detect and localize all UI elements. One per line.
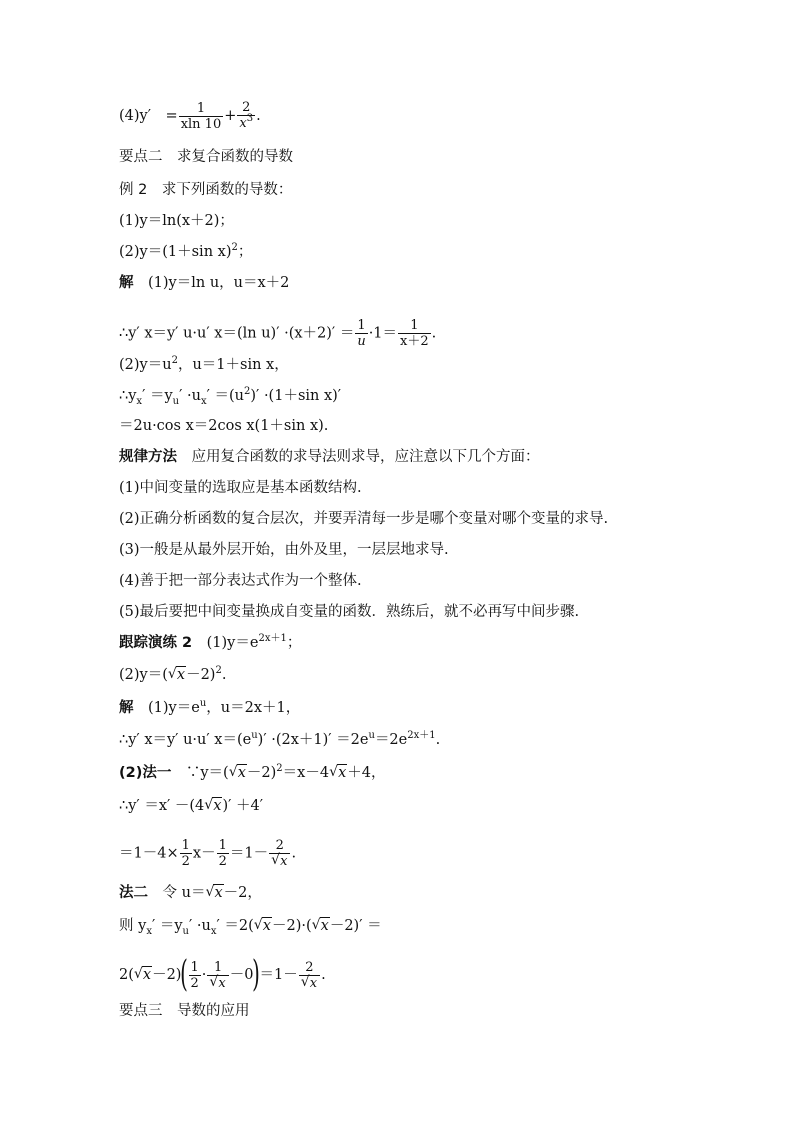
method-1-label: (2)法一 [119,765,172,781]
practice-question-2: (2)y＝( √ x－2)$^2$. [119,665,227,683]
example-2: 例 2 求下列函数的导数： [119,182,293,198]
fraction: $\frac{1}{x+2}$ [400,318,429,349]
practice-label: 跟踪演练 2 [119,635,193,651]
section-heading-3: 要点三 导数的应用 [119,1003,250,1019]
method-label: 规律方法 [119,449,177,465]
fraction: $\frac{1}{2}$ [218,838,227,869]
solution-2-method-2: 法二 令 u＝ √ x－2， [119,884,262,901]
solution-1-line-5: ＝2u·cos x＝2cos x(1＋sin x). [119,418,329,434]
sqrt: √ x [271,852,288,869]
fraction: 2 √ x [299,960,320,991]
solution-1-line-4: $\therefore y_x' =y_u' \cdot u_x' =(u^2)' \cdot(1+\sin$ x)′ [119,386,342,407]
right-paren: ) [252,954,261,995]
sqrt: √ x [300,973,318,991]
sqrt: √ x [167,666,186,683]
method-item: (3)一般是从最外层开始，由外及里，一层层地求导. [119,542,449,558]
equation-lhs: (4)y′ = [119,108,178,124]
solution-label: 解 [119,700,134,716]
sqrt: √ x [253,917,271,934]
solution-1-line-2: ∴y′ x＝y′ u·u′ x＝(ln u)′ ·(x＋2)′ ＝ $\frac{1}{u}$ ·1＝ $\frac{1}{x+2}$ . [119,318,437,349]
fraction: 1 √ x [207,960,228,991]
method-summary: 规律方法 应用复合函数的求导法则求导，应注意以下几个方面： [119,449,540,465]
fraction: $\frac{1}{2}$ [181,838,190,869]
solution-1-line-1: 解 (1)y＝ln u，u＝x＋2 [119,275,290,291]
sqrt: √ x [311,917,329,934]
example-question-1: (1)y＝ln(x＋2)； [119,213,234,229]
method-item: (2)正确分析函数的复合层次，并要弄清每一步是哪个变量对哪个变量的求导. [119,511,609,527]
answer-line-4: (4)y′ = $\frac{1}{xln 10}$ + $\frac{2}{x^3}$ . [119,100,261,132]
solution-label: 解 [119,275,134,291]
solution-2-method-2-line-2: 则 $y_x' =y_u' \cdot u_x' =2$( √ x－2)·( √ x－2)′ ＝ [119,917,382,937]
sqrt: √ x [205,884,223,901]
sqrt: √ x [204,797,222,814]
method-item: (5)最后要把中间变量换成自变量的函数．熟练后，就不必再写中间步骤. [119,604,580,620]
sqrt: √ x [329,764,347,781]
example-question-2: (2)y＝(1＋sin x)$^2$； [119,242,253,260]
example-label: 例 2 [119,182,148,198]
solution-2-line-1: 解 $(1)y=e^u$，u＝2x＋1， [119,698,301,716]
sqrt: √ x [209,973,226,991]
sqrt: √ x [133,966,152,983]
fraction: $\frac{2}{x^3}$ [239,100,254,131]
method-2-label: 法二 [119,885,148,901]
solution-2-method-1-line-2: ∴y′ ＝x′ －(4 √ x)′ ＋4′ [119,797,264,814]
practice-2: 跟踪演练 2 $(1)y=e^{2x+1}$； [119,633,302,651]
fraction: $\frac{1}{2}$ [190,959,199,991]
solution-2-line-2: ∴y′ x＝y′ u·u′ $x=(e^u)' \cdot(2x+1)' =2e^u=2e^{2x+1}$. [119,730,441,748]
fraction: 2 √ x [269,838,290,869]
fraction: $\frac{1}{u}$ [357,318,366,349]
solution-2-method-2-line-3: 2( √ x－2)( $\frac{1}{2}$ · 1 √ x －0)＝1－ 2 √ x . [119,954,326,995]
left-paren: ( [180,954,189,995]
method-item: (4)善于把一部分表达式作为一个整体. [119,573,362,589]
section-heading-2: 要点二 求复合函数的导数 [119,149,293,165]
sqrt: √ x [228,764,246,781]
fraction: $\frac{1}{xln 10}$ [180,100,222,132]
solution-2-method-1-line-3: ＝1－4× $\frac{1}{2}$ x－ $\frac{1}{2}$ ＝1－ 2 √ x . [119,838,297,869]
solution-2-method-1: (2)法一 ∵y＝( √ x－2)$^2$＝x－4 √ x＋4， [119,763,386,781]
method-item: (1)中间变量的选取应是基本函数结构. [119,480,362,496]
solution-1-line-3: $(2)y=u^2$，u＝1＋sin x， [119,355,289,373]
